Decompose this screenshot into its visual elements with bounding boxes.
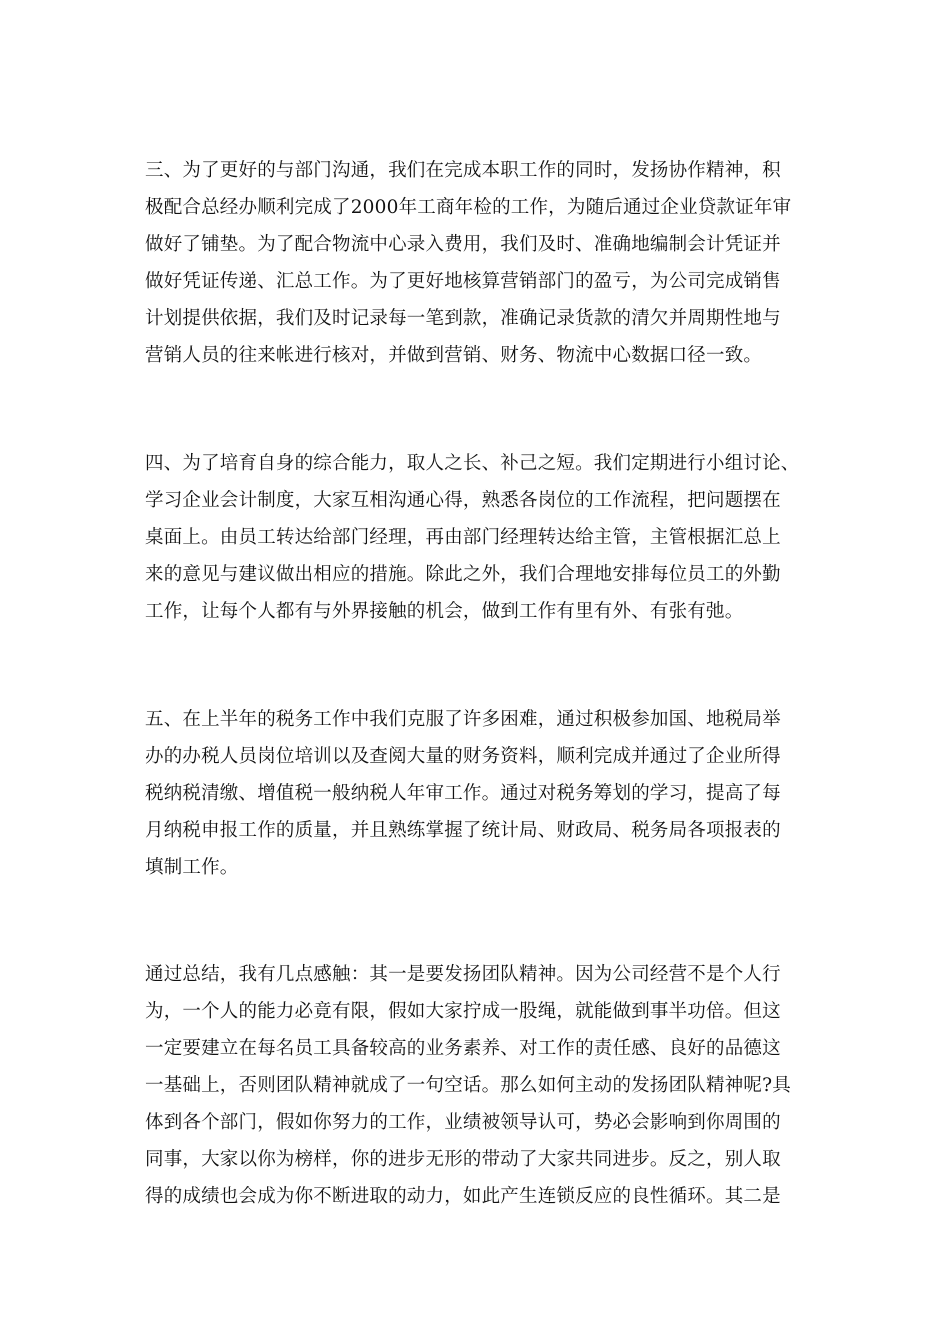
paragraph-section-five [145,701,845,886]
paragraph-line: 营销人员的往来帐进行核对，并做到营销、财务、物流中心数据口径一致。 [145,345,763,366]
paragraph-line: 极配合总经办顺利完成了2000年工商年检的工作，为随后通过企业贷款证年审 [145,197,792,218]
paragraph-line: 体到各个部门，假如你努力的工作，业绩被领导认可，势必会影响到你周围的 [145,1112,781,1133]
paragraph-line: 同事，大家以你为榜样，你的进步无形的带动了大家共同进步。反之，别人取 [145,1149,781,1170]
paragraph-line: 五、在上半年的税务工作中我们克服了许多困难，通过积极参加国、地税局举 [145,709,781,730]
paragraph-line: 三、为了更好的与部门沟通，我们在完成本职工作的同时，发扬协作精神，积 [145,160,781,181]
paragraph-line: 一定要建立在每名员工具备较高的业务素养、对工作的责任感、良好的品德这 [145,1038,781,1059]
paragraph-line: 做好了铺垫。为了配合物流中心录入费用，我们及时、准确地编制会计凭证并 [145,234,781,255]
paragraph-line: 四、为了培育自身的综合能力，取人之长、补己之短。我们定期进行小组讨论、 [145,453,800,474]
paragraph-line: 办的办税人员岗位培训以及查阅大量的财务资料，顺利完成并通过了企业所得 [145,746,781,767]
paragraph-line: 填制工作。 [145,857,239,878]
paragraph-section-four [145,445,845,630]
paragraph-section-three [145,152,845,374]
paragraph-line: 来的意见与建议做出相应的措施。除此之外，我们合理地安排每位员工的外勤 [145,564,781,585]
paragraph-line: 计划提供依据，我们及时记录每一笔到款，准确记录货款的清欠并周期性地与 [145,308,781,329]
paragraph-line: 通过总结，我有几点感触：其一是要发扬团队精神。因为公司经营不是个人行 [145,964,781,985]
paragraph-summary [145,956,845,1215]
paragraph-line: 税纳税清缴、增值税一般纳税人年审工作。通过对税务筹划的学习，提高了每 [145,783,781,804]
paragraph-line: 学习企业会计制度，大家互相沟通心得，熟悉各岗位的工作流程，把问题摆在 [145,490,781,511]
paragraph-line: 得的成绩也会成为你不断进取的动力，如此产生连锁反应的良性循环。其二是 [145,1186,781,1207]
paragraph-line: 月纳税申报工作的质量，并且熟练掌握了统计局、财政局、税务局各项报表的 [145,820,781,841]
paragraph-line: 桌面上。由员工转达给部门经理，再由部门经理转达给主管，主管根据汇总上 [145,527,781,548]
paragraph-line: 为，一个人的能力必竟有限，假如大家拧成一股绳，就能做到事半功倍。但这 [145,1001,781,1022]
paragraph-line: 工作，让每个人都有与外界接触的机会，做到工作有里有外、有张有弛。 [145,601,744,622]
paragraph-line: 一基础上，否则团队精神就成了一句空话。那么如何主动的发扬团队精神呢?具 [145,1075,791,1096]
paragraph-line: 做好凭证传递、汇总工作。为了更好地核算营销部门的盈亏，为公司完成销售 [145,271,781,292]
